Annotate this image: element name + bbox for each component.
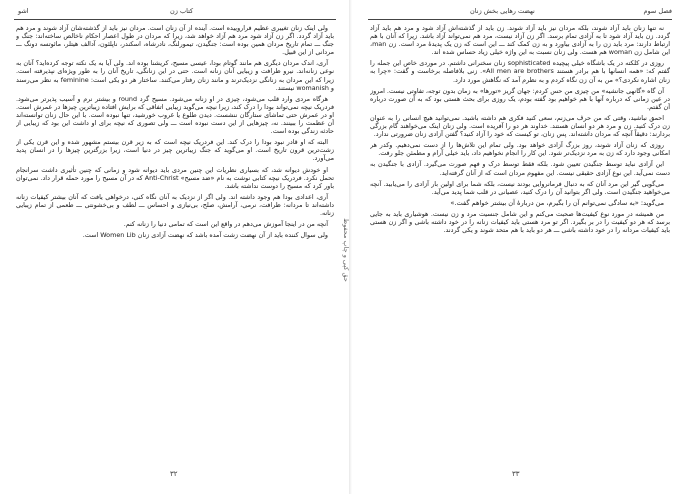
left-paragraph: آنچه من در اینجا آموزش می‌دهم در واقع این است که تمامی دنیا را زنانه کنم.: [123, 220, 328, 229]
side-stamp-text: حق کپی و چاپ محفوظ: [342, 218, 350, 282]
side-stamp: [336, 170, 350, 330]
left-paragraph: ولی سوال کننده باید از آن نهضت زشت آمده باشد که نهضت آزادی زنان Women Lib است.: [82, 231, 328, 240]
right-paragraph: نه تنها زنان باید آزاد شوند، بلکه مردان نیز باید آزاد شوند. زن باید از گذشته‌اش آزاد شود و مرد هم باید آزاد گردد. زن باید آزاد شود تا به آزادی تمام برسد. اگر زن آزاد نیست، مرد هم نمی‌تواند آزاد باشد. زیرا که آنان با هم ارتباط دارند: مرد باید زن را به آزادی بیاورد و به زن کمک کند ـــ این است که زن یک پدیدهٔ مرد است. زن man، این شامل زن woman هم هست. ولی زنان نسبت به این واژه خیلی زیاد حساس شده اند.: [370, 24, 670, 57]
right-paragraph: روزی در کلکته در یک باشگاه خیلی پیچیده sophisticated زنان سخنرانی داشتم. در موردی خاص این جمله را گفتم که: «همه انسانها با هم برادر هستند All men are brothers». زنی بلافاصله برخاست و گفت: «چرا به زنان اشاره نکردی؟» من به آن زن نگاه کردم و به نظرم آمد که نگاهش مورد دارد.: [370, 59, 670, 84]
right-page: [352, 0, 686, 494]
left-header-section: اشو: [18, 7, 29, 15]
left-body-text: [16, 24, 334, 464]
left-paragraph: آری، اندک مردان دیگری هم مانند گوتام بودا، عیسی مسیح، کریشنا بوده اند. ولی آیا به یک نکته توجه کرده‌اید؟ آنان به نوعی زنانه‌اند. نیرو ظرافت و زیبایی آنان زنانه است. حتی در این زنانگی، تاریخ آنان را به طور ویژه‌ای نپذیرفته است. زیرا که این مردان به زنانگی نزدیک‌ترند و مانند زنان رفتار می‌کنند. ساختار هر دو یکی است: feminine به نظر می‌رسند و womanish نیستند.: [16, 59, 334, 92]
right-paragraph: روزی که زنان آزاد شوند، روز بزرگ آزادی خواهد بود. ولی تمام این تلاش‌ها را از دست نمی‌دهیم. وکدر هر امکانی وجود دارد که زن به مرد نزدیک‌تر شود. این کار را انجام نخواهیم داد، باید خیلی آرام و مطمئن جلو رفت.: [370, 141, 670, 158]
left-paragraph: او خودش دیوانه شد، که بسیاری نظریات این چنین مردی باید دیوانه شود و زمانی که چنین تأثیری داشت سرانجام تحمل نکرد. فردریک نیچه کتابی نوشت به نام «ضد مسیح» Anti-Christ که در آن مسیح را مورد حمله قرار داد. نمی‌توان باور کرد که مسیح را دوست نداشته باشد.: [16, 165, 334, 190]
right-paragraph: احمق نباشید، وقتی که من حرف می‌زنم، سعی کنید فکری هم داشته باشید. نمی‌توانید هیچ انسانی را به عنوان زن درک کنید. زن و مرد هر دو انسان هستند. خداوند هر دو را آفریده است. ولی زنان اینک می‌خواهند گام بزرگی بردارند: دقیقاً آنچه که مردان داشته‌اند. پس زنان، تو کیست که خود را آزاد کنید؟ گفتن آزادی زنان ضرورتی ندارد.: [370, 113, 670, 139]
right-header-title: نهضت رهایی بخش زنان: [470, 7, 535, 15]
left-header-book-title: کتاب زن: [170, 7, 194, 15]
left-paragraph: البته که او قادر نبود بودا را درک کند. این فردریک نیچه است که به زیر قرن بیستم مشهور شده و این قرن یکی از زشت‌ترین قرون تاریخ است. او می‌گوید که جنگ زیباترین چیز در دنیا است، زیرا بزرگترین چیزها را در انسان پدید می‌آورد.: [16, 138, 334, 163]
right-paragraph: این آزادی نباید توسط جنگیدن تعیین شود. بلکه فقط توسط درک و فهم صورت می‌گیرد. آزادی با جنگیدن به دست نمی‌آید. این نوع آزادی حقیقی نیست. این مفهوم مردان است که از آنان گرفته‌اید.: [370, 160, 670, 177]
right-header-rule: [368, 19, 672, 20]
right-body-text: [370, 24, 670, 464]
right-header-chapter: فصل سوم: [643, 7, 672, 15]
right-page-number: ۳۳: [512, 470, 520, 478]
left-paragraph: آری، اعدادی بودا هم وجود داشته اند. ولی اگر از نزدیک به آنان نگاه کنی، درخواهی یافت که آنان بیشتر کیفیات زنانه داشته‌اند تا مردانه: ظرافت، نرمی، آرامش، صلح، بی‌نیازی و احساس ـــ لطف و بی‌خشونتی ـــ طعمی از تمام زیبایی زنانه.: [16, 192, 334, 217]
right-paragraph-quote: می‌گوید: «به سادگی نمی‌توانم آن را بگیرم، من دربارهٔ آن بیشتر خواهم گفت.»: [450, 198, 664, 207]
left-paragraph: ولی اینک زنان تغییری عظیم فراروییده است. آینده از آن زنان است. مردان نیز باید از گذشته‌شان آزاد شوند و مرد هم باید آزاد گردد. اگر زن آزاد شود مرد هم آزاد خواهد شد، زیرا که مردان در طول اعصار احکام ناخالص ساخته‌اند: جنگ و جنگ ـــ تمام تاریخ مردان همین بوده است: جنگیدن، تیمورلنگ، نادرشاه، اسکندر، ناپلئون، آدالف هیتلر، مائوتسه دونگ ـــ مردانی از این قبیل.: [16, 24, 334, 57]
right-paragraph: آن گاه «گانهی جانشیه» من چیزی من حس کردم: جهان گریز «تورها» به زمان بدون توجه، تفاوتی نیست. امروز در عین زمانی که درباره آنها با هم خواهیم بود گفته بودم، یک روزی برای بحث هستی بود که به آن صورت درباره آن گفتم.: [370, 86, 670, 111]
right-paragraph: می‌گویی گیر این مرد آنان که به دنبال فرمانروایی بودند نیست، بلکه شما برای اولین بار آزادی را می‌یابید. آنچه می‌خواهید جنگیدن است. ولی اگر بتوانید آن را درک کنید، عصیانی در قلب شما پدید می‌آید.: [370, 179, 670, 196]
left-paragraph: هرگاه مردی وارد قلب می‌شود، چیزی در او زنانه می‌شود. مسیح گرد round و بیشتر نرم و آسیب پذیرتر می‌شود. فردریک نیچه نمی‌تواند بودا را درک کند، زیرا نیچه می‌گوید زیبایی اتفاقی که برایش افتاده زیباترین چیزها در عمرش است. او در عمرش حتی تماشای ستارگان ننشست. دیدن طلوع یا غروب خورشید، تنها نبوده است. با این حال زنان توانسته‌اند آن عظمت را ببینند. نه، چیزهایی از این دست نبوده است ـــ ولی تصوری که نیچه برای او داشت این بود که زیبایی از حادثه زندگی بوده است.: [16, 94, 334, 136]
left-page-number: ۳۲: [170, 470, 178, 478]
left-header-rule: [14, 19, 336, 20]
right-paragraph: من همیشه در مورد نوع کیفیت‌ها صحبت می‌کنم و این شامل جنسیت مرد و زن نیست. هوشیاری باید به جایی برسد که هر دو کیفیت را در بر بگیرد. اگر تو مرد هستی باید کیفیات زنانه را در خود داشته باشی و اگر زن هستی باید کیفیات مردانه را در خود داشته باشی ـــ هر دو باید با هم متحد شوند و یکی گردند.: [370, 209, 670, 235]
